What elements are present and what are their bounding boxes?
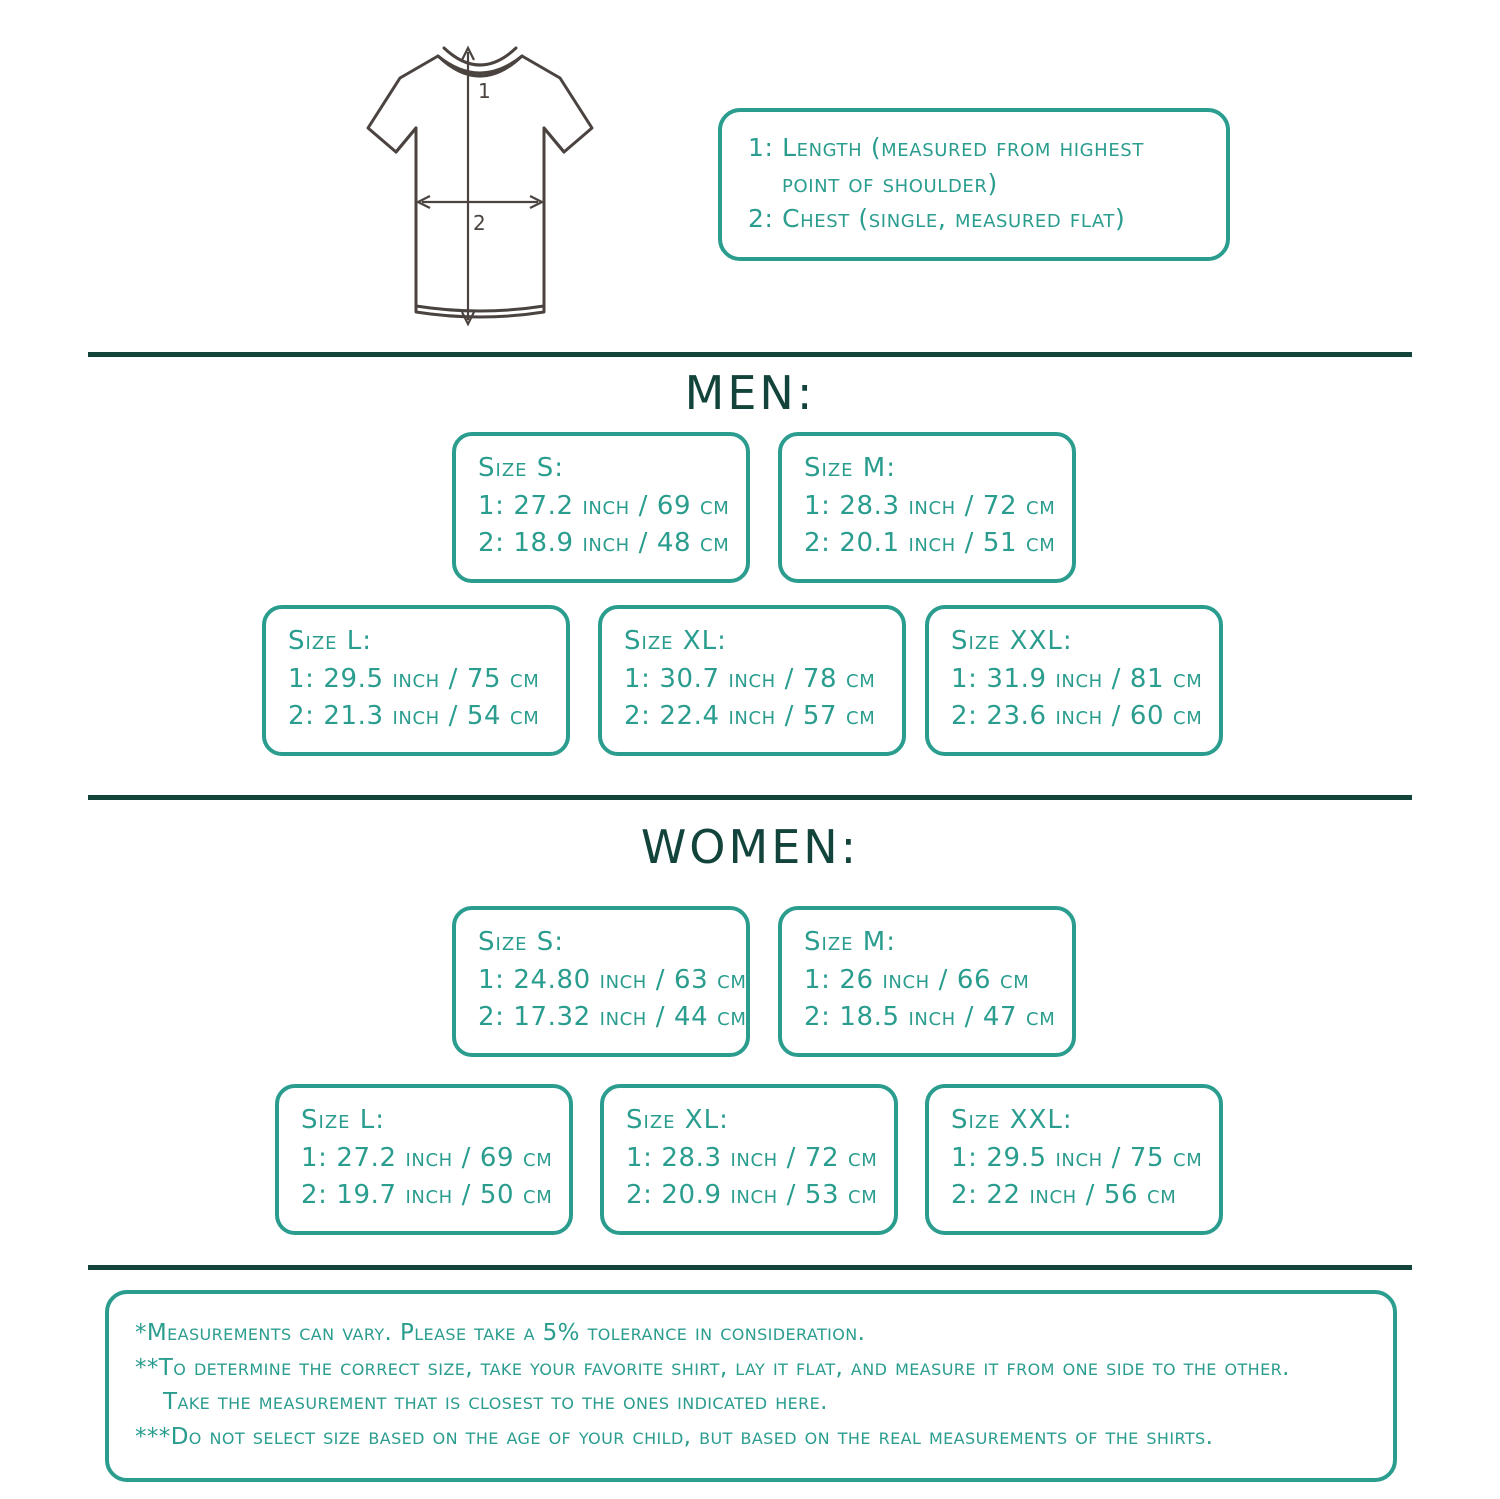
size-label: Size XL: <box>624 626 727 656</box>
divider-top <box>88 352 1412 357</box>
size-length: 1: 26 inch / 66 cm <box>804 964 1030 995</box>
footnote-1: *Measurements can vary. Please take a 5% tolerance in consideration. <box>135 1320 866 1346</box>
size-card-women-xl <box>600 1084 898 1235</box>
size-chest: 2: 22.4 inch / 57 cm <box>624 701 876 732</box>
footnotes-box <box>105 1290 1397 1482</box>
divider-bottom <box>88 1265 1412 1270</box>
size-card-women-l <box>275 1084 573 1235</box>
size-label: Size XXL: <box>951 626 1073 656</box>
section-title-women: WOMEN: <box>640 820 860 874</box>
tshirt-diagram <box>330 20 630 330</box>
divider-middle <box>88 795 1412 800</box>
size-chest: 2: 20.1 inch / 51 cm <box>804 528 1056 559</box>
legend-line-2: point of shoulder) <box>782 168 998 198</box>
diagram-section <box>0 0 1500 350</box>
size-length: 1: 27.2 inch / 69 cm <box>301 1142 553 1173</box>
size-card-men-l <box>262 605 570 756</box>
size-label: Size L: <box>301 1105 386 1135</box>
size-card-women-xxl <box>925 1084 1223 1235</box>
diagram-label-chest: 2 <box>473 211 486 235</box>
legend-line-1: 1: Length (measured from highest <box>748 133 1144 162</box>
size-length: 1: 29.5 inch / 75 cm <box>288 663 540 694</box>
size-card-men-m <box>778 432 1076 583</box>
size-card-men-s <box>452 432 750 583</box>
section-title-men: MEN: <box>684 366 816 420</box>
size-label: Size S: <box>478 927 565 957</box>
size-label: Size XXL: <box>951 1105 1073 1135</box>
size-label: Size S: <box>478 453 565 483</box>
size-label: Size M: <box>804 927 896 957</box>
size-chest: 2: 18.5 inch / 47 cm <box>804 1002 1056 1033</box>
size-label: Size XL: <box>626 1105 729 1135</box>
size-label: Size L: <box>288 626 373 656</box>
legend-box <box>718 108 1230 261</box>
size-chest: 2: 21.3 inch / 54 cm <box>288 701 540 732</box>
size-length: 1: 28.3 inch / 72 cm <box>804 490 1056 521</box>
size-card-men-xxl <box>925 605 1223 756</box>
size-label: Size M: <box>804 453 896 483</box>
size-length: 1: 24.80 inch / 63 cm <box>478 964 747 995</box>
size-card-women-s <box>452 906 750 1057</box>
size-card-men-xl <box>598 605 906 756</box>
size-chest: 2: 17.32 inch / 44 cm <box>478 1002 747 1033</box>
size-chest: 2: 19.7 inch / 50 cm <box>301 1180 553 1211</box>
legend-line-3: 2: Chest (single, measured flat) <box>748 204 1126 233</box>
diagram-label-length: 1 <box>478 79 491 103</box>
size-chest: 2: 18.9 inch / 48 cm <box>478 528 730 559</box>
size-chest: 2: 22 inch / 56 cm <box>951 1180 1177 1211</box>
size-length: 1: 28.3 inch / 72 cm <box>626 1142 878 1173</box>
footnote-2-continued: Take the measurement that is closest to the ones indicated here. <box>163 1389 828 1415</box>
size-length: 1: 27.2 inch / 69 cm <box>478 490 730 521</box>
size-card-women-m <box>778 906 1076 1057</box>
size-chest: 2: 23.6 inch / 60 cm <box>951 701 1203 732</box>
size-length: 1: 29.5 inch / 75 cm <box>951 1142 1203 1173</box>
size-length: 1: 31.9 inch / 81 cm <box>951 663 1203 694</box>
size-length: 1: 30.7 inch / 78 cm <box>624 663 876 694</box>
footnote-2: **To determine the correct size, take your favorite shirt, lay it flat, and measure it from one side to the other. <box>135 1354 1290 1381</box>
size-chest: 2: 20.9 inch / 53 cm <box>626 1180 878 1211</box>
footnote-3: ***Do not select size based on the age of your child, but based on the real measurements of the shirts. <box>135 1423 1214 1450</box>
